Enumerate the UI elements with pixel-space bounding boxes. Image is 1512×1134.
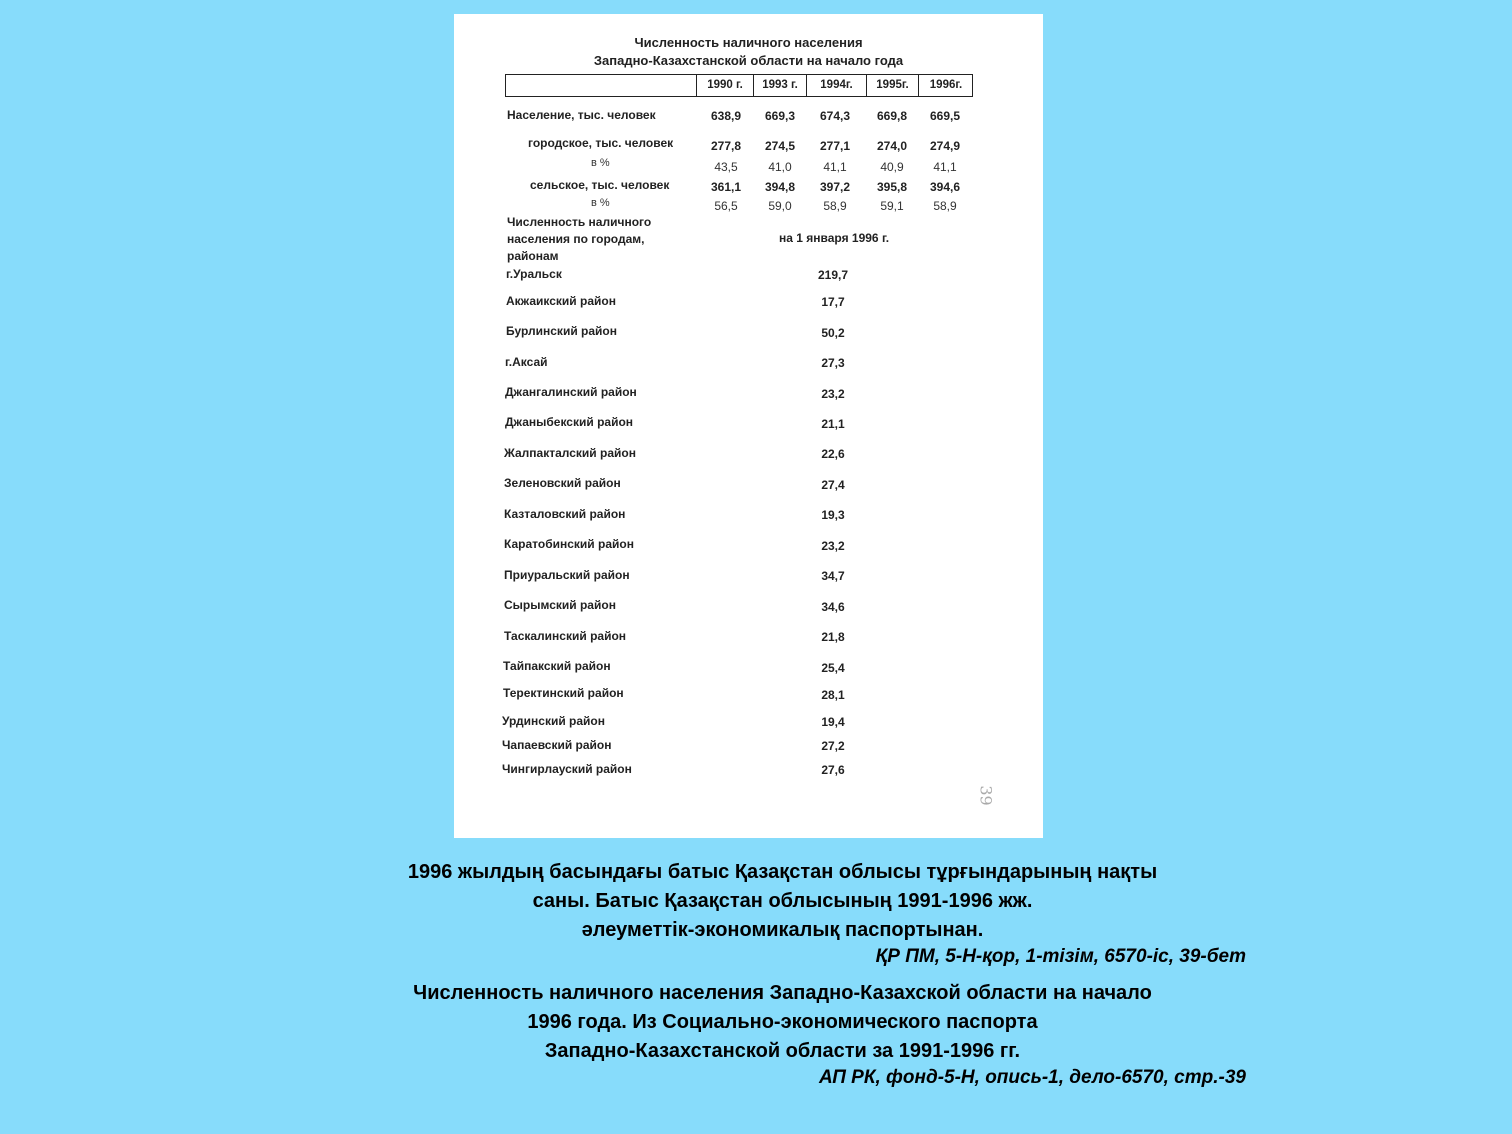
table-cell: 274,9 [929,139,961,153]
cities-section-label: районам [507,249,559,263]
district-value: 25,4 [821,661,845,675]
row-label-urban: городское, тыс. человек [528,136,674,150]
caption-kz-line3: әлеуметтік-экономикалық паспортынан. [581,919,984,941]
table-cell: 277,1 [819,139,851,153]
caption-kz-source: ҚР ПМ, 5-Н-қор, 1-тізім, 6570-іс, 39-бет [875,946,1246,967]
page-number-stamp: 39 [976,785,996,806]
column-separator [866,75,867,96]
district-value: 34,7 [821,569,845,583]
district-value: 50,2 [821,326,845,340]
district-value: 27,6 [821,763,845,777]
caption-kz-line1: 1996 жылдың басындағы батыс Қазақстан облысы тұрғындарының нақты [407,861,1158,883]
district-name: Джаныбекский район [505,415,634,429]
table-cell: 58,9 [823,199,847,213]
table-cell: 361,1 [710,180,742,194]
year-header-row [505,74,973,97]
district-value: 27,3 [821,356,845,370]
table-cell: 59,0 [768,199,792,213]
table-cell: 669,5 [929,109,961,123]
table-cell: 638,9 [710,109,742,123]
row-label-rural: сельское, тыс. человек [530,178,670,192]
district-name: Приуральский район [504,568,630,582]
document-title-line2: Западно-Казахстанской области на начало года [593,53,904,68]
table-cell: 397,2 [819,180,851,194]
table-cell: 274,5 [764,139,796,153]
column-separator [753,75,754,96]
district-name: Зеленовский район [504,476,621,490]
table-cell: 274,0 [876,139,908,153]
district-name: Каратобинский район [504,537,634,551]
district-name: Казталовский район [504,507,626,521]
cities-date-label: на 1 января 1996 г. [779,231,890,245]
year-header-1996: 1996г. [929,79,963,91]
document-title-line1: Численность наличного населения [634,35,863,50]
column-separator [806,75,807,96]
district-name: Джангалинский район [505,385,637,399]
district-name: Чингирлауский район [502,762,632,776]
year-header-1990: 1990 г. [707,79,743,91]
scanned-document [454,14,1043,838]
table-cell: 395,8 [876,180,908,194]
district-value: 22,6 [821,447,845,461]
cities-section-label: населения по городам, [507,232,645,246]
table-cell: 41,0 [768,160,792,174]
district-name: г.Аксай [505,355,548,369]
table-cell: 674,3 [819,109,851,123]
district-name: Акжаикский район [506,294,616,308]
district-value: 28,1 [821,688,845,702]
table-cell: 43,5 [714,160,738,174]
table-cell: 41,1 [933,160,957,174]
cities-section-label: Численность наличного [507,215,652,229]
district-name: г.Уральск [506,267,562,281]
district-name: Сырымский район [504,598,616,612]
table-cell: 40,9 [880,160,904,174]
caption-ru-line3: Западно-Казахстанской области за 1991-1996 гг. [544,1040,1021,1062]
caption-ru-line1: Численность наличного населения Западно-Казахской области на начало [413,982,1152,1004]
district-name: Жалпакталский район [504,446,636,460]
row-label-population: Население, тыс. человек [507,108,656,122]
district-value: 27,2 [821,739,845,753]
year-header-1994: 1994г. [820,79,853,91]
district-name: Таскалинский район [504,629,627,643]
district-value: 34,6 [821,600,845,614]
district-value: 19,4 [821,715,845,729]
district-value: 19,3 [821,508,845,522]
table-cell: 59,1 [880,199,904,213]
table-cell: 669,8 [876,109,908,123]
year-header-1995: 1995г. [876,79,909,91]
table-cell: 58,9 [933,199,957,213]
district-value: 23,2 [821,539,845,553]
row-label-urban-percent: в % [591,157,610,169]
district-name: Бурлинский район [506,324,617,338]
district-value: 21,1 [821,417,845,431]
district-value: 17,7 [821,295,845,309]
year-header-1993: 1993 г. [762,79,798,91]
table-cell: 669,3 [764,109,796,123]
row-label-rural-percent: в % [591,197,610,209]
district-name: Урдинский район [502,714,606,728]
district-name: Чапаевский район [502,738,612,752]
table-cell: 394,8 [764,180,796,194]
district-value: 27,4 [821,478,845,492]
district-value: 21,8 [821,630,845,644]
district-value: 23,2 [821,387,845,401]
column-separator [696,75,697,96]
district-name: Теректинский район [503,686,624,700]
table-cell: 41,1 [823,160,847,174]
table-cell: 277,8 [710,139,742,153]
column-separator [918,75,919,96]
table-cell: 56,5 [714,199,738,213]
caption-ru-line2: 1996 года. Из Социально-экономического паспорта [527,1011,1038,1033]
district-value: 219,7 [817,268,849,282]
caption-kz-line2: саны. Батыс Қазақстан облысының 1991-1996 жж. [532,890,1033,912]
caption-ru-source: АП РК, фонд-5-Н, опись-1, дело-6570, стр.-39 [818,1067,1246,1088]
table-cell: 394,6 [929,180,961,194]
district-name: Тайпакский район [503,659,611,673]
